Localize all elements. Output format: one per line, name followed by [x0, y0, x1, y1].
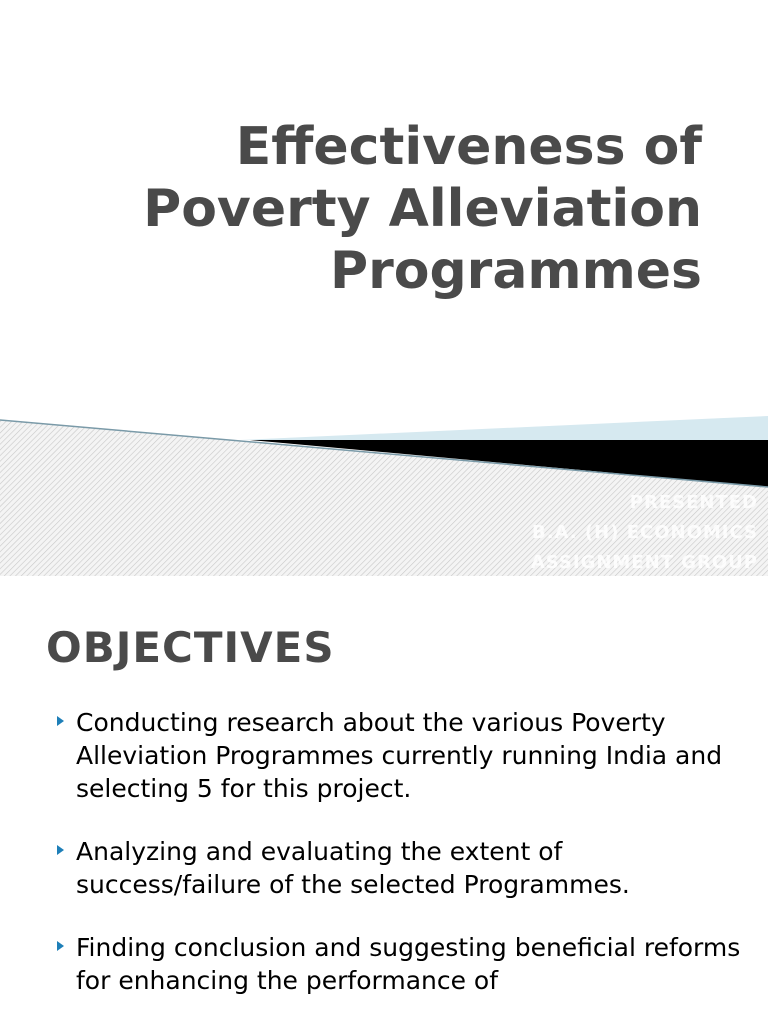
title-line-3: Programmes [329, 241, 702, 301]
bullet-arrow-icon [57, 716, 64, 726]
subtitle-line-1: PRESENTED [629, 492, 758, 513]
slide-title [62, 116, 702, 302]
bullet-arrow-icon [57, 845, 64, 855]
subtitle-line-2: B.A. (H) ECONOMICS [531, 522, 758, 543]
title-line-1: Effectiveness of [235, 117, 702, 177]
objective-text-1: Conducting research about the various Poverty Alleviation Programmes currently running India and selecting 5 for this project. [76, 708, 723, 803]
bullet-arrow-icon [57, 941, 64, 951]
subtitle-line-3: ASSIGNMENT GROUP [530, 552, 758, 573]
title-line-2: Poverty Alleviation [143, 179, 702, 239]
objective-item-2 [56, 835, 746, 901]
objective-text-2: Analyzing and evaluating the extent of success/failure of the selected Programmes. [76, 837, 630, 899]
objective-item-1 [56, 706, 746, 805]
light-blue-band [240, 416, 768, 440]
objectives-slide [0, 576, 768, 1024]
objectives-heading: OBJECTIVES [46, 623, 335, 672]
objectives-list [56, 706, 746, 1024]
objective-item-3 [56, 931, 746, 997]
objective-text-3: Finding conclusion and suggesting beneficial reforms for enhancing the performance of [76, 933, 741, 995]
slide-subtitle [338, 488, 758, 576]
